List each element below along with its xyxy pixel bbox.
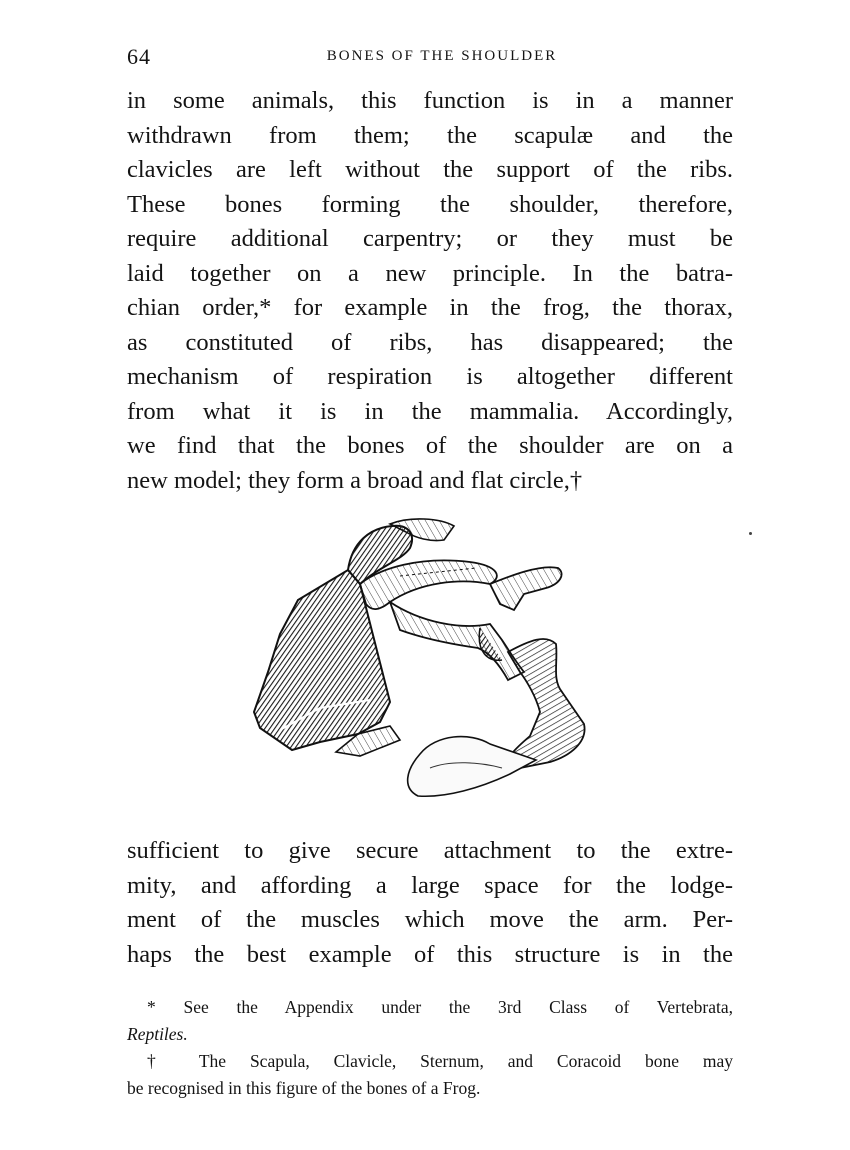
paragraph-continued <box>127 834 733 972</box>
footnotes <box>127 994 733 1102</box>
running-title: BONES OF THE SHOULDER <box>326 48 558 64</box>
text-line: as constituted of ribs, has disappeared; the <box>127 328 733 356</box>
text-line: new model; they form a broad and flat circle,† <box>127 466 583 494</box>
text-line: ment of the muscles which move the arm. Per- <box>127 906 733 933</box>
frog-shoulder-bones-icon <box>240 512 610 812</box>
text-line: laid together on a new principle. In the batra- <box>127 259 733 287</box>
running-header <box>127 44 733 74</box>
frog-shoulder-bones-figure <box>240 512 610 812</box>
print-speck <box>749 532 752 535</box>
page-number: 64 <box>127 44 151 69</box>
footnote-1-line: Reptiles. <box>127 1024 188 1044</box>
paragraph-main <box>127 84 733 498</box>
text-line: in some animals, this function is in a manner <box>127 87 733 114</box>
text-line: clavicles are left without the support of the ribs. <box>127 156 733 183</box>
text-line: sufficient to give secure attachment to the extre- <box>127 837 733 864</box>
text-line: These bones forming the shoulder, therefore, <box>127 190 733 218</box>
text-line: mity, and affording a large space for the lodge- <box>127 871 733 899</box>
text-line: chian order,* for example in the frog, the thorax, <box>127 294 733 321</box>
text-line: we find that the bones of the shoulder are on a <box>127 432 733 459</box>
footnote-2-line: † The Scapula, Clavicle, Sternum, and Coracoid bone may <box>147 1051 733 1071</box>
footnote-2-line: be recognised in this figure of the bones of a Frog. <box>127 1078 481 1098</box>
text-line: withdrawn from them; the scapulæ and the <box>127 121 733 149</box>
text-line: from what it is in the mammalia. Accordingly, <box>127 397 733 425</box>
text-line: haps the best example of this structure is in the <box>127 940 733 968</box>
footnote-1-line: * See the Appendix under the 3rd Class of Vertebrata, <box>147 997 733 1017</box>
text-line: require additional carpentry; or they must be <box>127 225 733 252</box>
text-line: mechanism of respiration is altogether different <box>127 363 733 390</box>
